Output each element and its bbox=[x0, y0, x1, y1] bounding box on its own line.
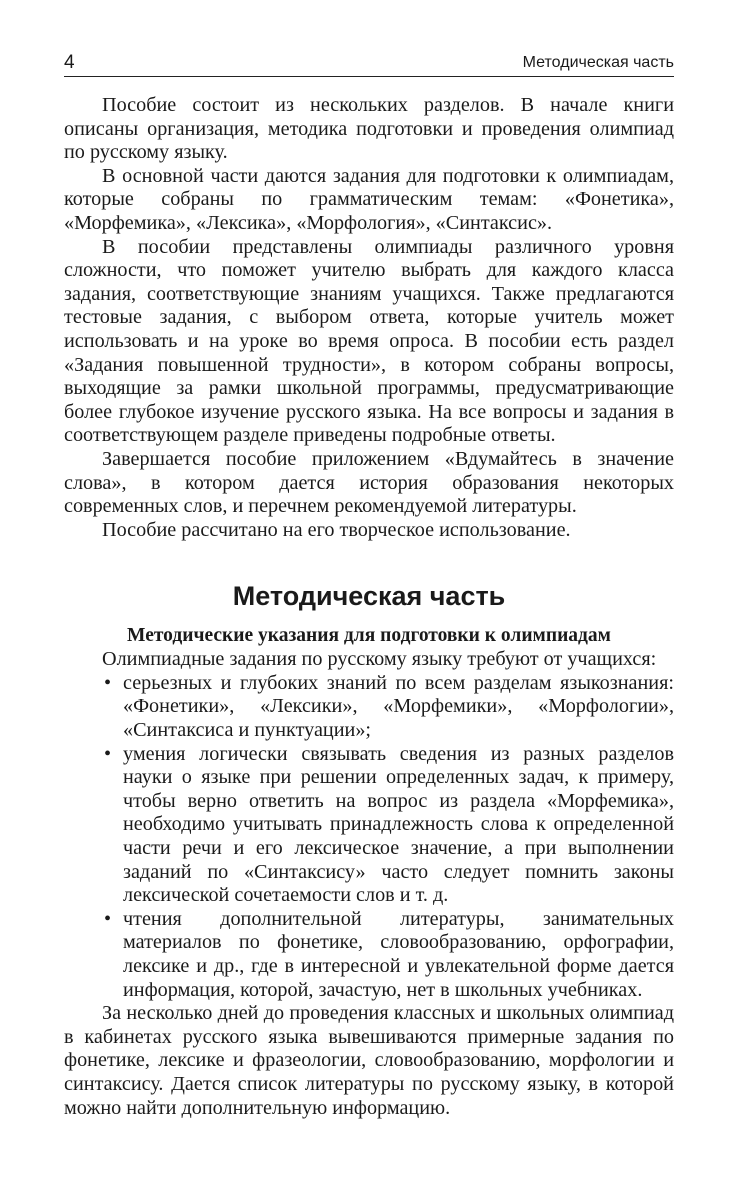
page-header bbox=[64, 50, 674, 77]
bullet-icon: • bbox=[104, 742, 112, 765]
list-item-text: чтения дополнительной литературы, занимательных материалов по фонетике, словообразованию, орфографии, лексике и др., где в интересной и увлекательной форме дается информация, которой, зачастую, нет в школьных учебниках. bbox=[123, 907, 674, 1001]
list-item bbox=[64, 672, 674, 743]
list-item-text: умения логически связывать сведения из разных разделов науки о языке при решении определенных задач, к примеру, чтобы верно ответить на вопрос из раздела «Морфемика», необходимо учитывать принадлежность слова к определенной части речи и его лексическое значение, а при выполнении заданий по «Синтаксису» часто следует помнить законы лексической сочетаемости слов и т. д. bbox=[123, 742, 674, 907]
subsection-title: Методические указания для подготовки к олимпиадам bbox=[127, 625, 611, 647]
paragraph-intro-4: Завершается пособие приложением «Вдумайтесь в значение слова», в котором дается история образования некоторых современных слов, и перечнем рекомендуемой литературы. bbox=[64, 447, 674, 518]
paragraph-intro-3: В пособии представлены олимпиады различного уровня сложности, что поможет учителю выбрать для каждого класса задания, соответствующие знаниям учащихся. Также предлагаются тестовые задания, с выбором ответа, которые учитель может использовать и на уроке во время опроса. В пособии есть раздел «Задания повышенной трудности», в котором собраны вопросы, выходящие за рамки школьной программы, предусматривающие более глубокое изучение русского языка. На все вопросы и задания в соответствующем разделе приведены подробные ответы. bbox=[64, 235, 674, 447]
paragraph-intro-2: В основной части даются задания для подготовки к олимпиадам, которые собраны по грамматическим темам: «Фонетика», «Морфемика», «Лексика», «Морфология», «Синтаксис». bbox=[64, 164, 674, 234]
list-item bbox=[64, 908, 674, 1002]
section-title: Методическая часть bbox=[232, 581, 506, 612]
paragraph-intro-1: Пособие состоит из нескольких разделов. В начале книги описаны организация, методика подготовки и проведения олимпиад по русскому языку. bbox=[64, 94, 674, 164]
running-title: Методическая часть bbox=[522, 54, 674, 71]
requirements-intro: Олимпиадные задания по русскому языку требуют от учащихся: bbox=[102, 648, 657, 671]
bullet-icon: • bbox=[104, 671, 112, 694]
requirements-list bbox=[64, 672, 674, 1002]
bullet-icon: • bbox=[104, 907, 112, 930]
list-item-text: серьезных и глубоких знаний по всем разделам языкознания: «Фонетики», «Лексики», «Морфемики», «Морфологии», «Синтаксиса и пунктуации»; bbox=[123, 671, 674, 742]
paragraph-intro-5: Пособие рассчитано на его творческое использование. bbox=[102, 518, 571, 541]
closing-paragraph: За несколько дней до проведения классных и школьных олимпиад в кабинетах русского языка вывешиваются примерные задания по фонетике, лексике и фразеологии, словообразованию, морфологии и синтаксису. Дается список литературы по русскому языку, в которой можно найти дополнительную информацию. bbox=[64, 1002, 674, 1119]
page-body bbox=[64, 94, 674, 1120]
page-number: 4 bbox=[64, 52, 75, 73]
list-item bbox=[64, 743, 674, 908]
